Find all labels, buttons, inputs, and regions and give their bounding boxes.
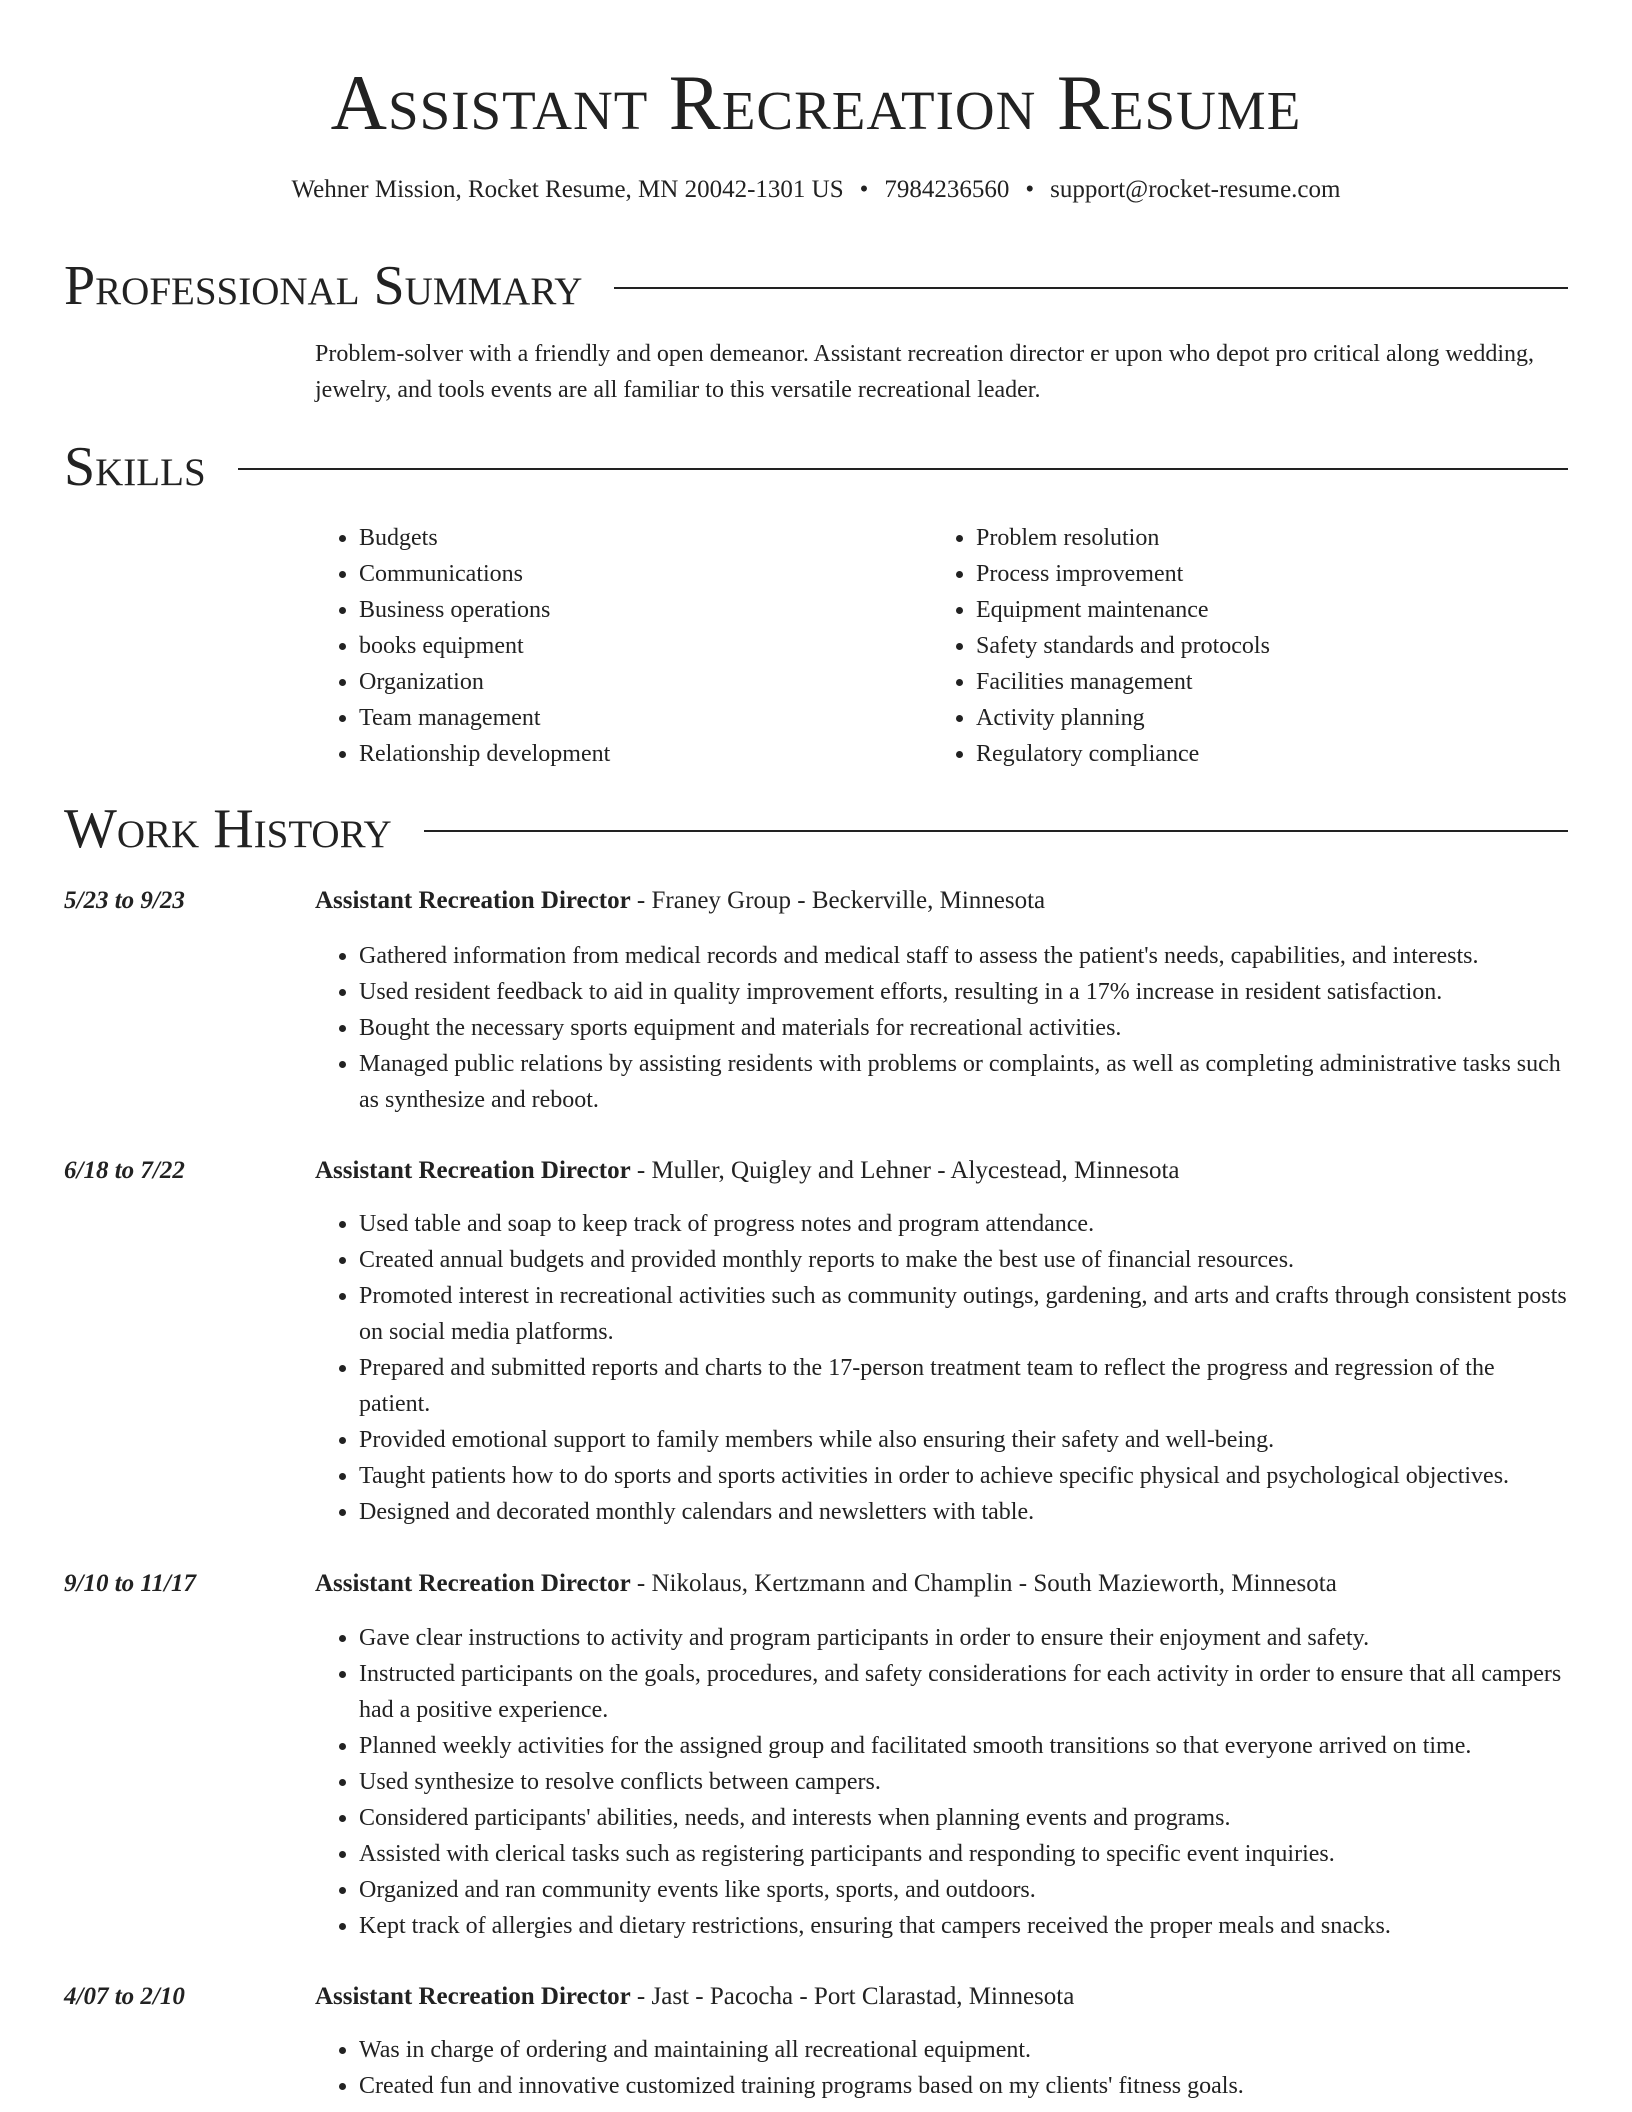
skill-item: • Equipment maintenance bbox=[976, 592, 1270, 628]
skill-item: • Safety standards and protocols bbox=[976, 628, 1270, 664]
job-bullet: • Managed public relations by assisting residents with problems or complaints, as well as completing administrative tasks such as synthesize and reboot. bbox=[359, 1046, 1568, 1118]
section-divider bbox=[238, 468, 1568, 470]
skill-item: • Activity planning bbox=[976, 700, 1270, 736]
skill-item: • Organization bbox=[359, 664, 610, 700]
job-bullet: • Planned weekly activities for the assigned group and facilitated smooth transitions so that everyone arrived on time. bbox=[359, 1728, 1568, 1764]
skill-item: • Facilities management bbox=[976, 664, 1270, 700]
job-title: Assistant Recreation Director bbox=[315, 1983, 631, 2010]
job-bullet-list bbox=[315, 2032, 1568, 2104]
job-bullet: • Gathered information from medical records and medical staff to assess the patient's needs, capabilities, and interests. bbox=[359, 938, 1568, 974]
job-bullet: • Created fun and innovative customized training programs based on my clients' fitness goals. bbox=[359, 2068, 1568, 2104]
job-bullet: • Was in charge of ordering and maintaining all recreational equipment. bbox=[359, 2032, 1568, 2068]
skill-item: • Regulatory compliance bbox=[976, 736, 1270, 772]
job-bullet: • Organized and ran community events like sports, sports, and outdoors. bbox=[359, 1872, 1568, 1908]
contact-phone: 7984236560 bbox=[884, 176, 1010, 203]
job-title: Assistant Recreation Director bbox=[315, 887, 631, 914]
section-divider bbox=[614, 287, 1568, 289]
job-bullet: • Kept track of allergies and dietary restrictions, ensuring that campers received the proper meals and snacks. bbox=[359, 1908, 1568, 1944]
job-heading bbox=[315, 1567, 1337, 1601]
job-bullet: • Promoted interest in recreational activities such as community outings, gardening, and arts and crafts through consistent posts on social media platforms. bbox=[359, 1278, 1568, 1350]
skills-section-heading bbox=[64, 435, 1568, 499]
summary-section-heading bbox=[64, 254, 1568, 318]
job-dates: 9/10 to 11/17 bbox=[64, 1570, 196, 1597]
job-company: - Jast - Pacocha - Port Clarastad, Minnesota bbox=[630, 1983, 1075, 2010]
job-heading bbox=[315, 1980, 1074, 2014]
work-section-heading bbox=[64, 797, 1568, 861]
job-company: - Nikolaus, Kertzmann and Champlin - South Mazieworth, Minnesota bbox=[630, 1570, 1337, 1597]
skill-item: • Relationship development bbox=[359, 736, 610, 772]
job-company: - Franey Group - Beckerville, Minnesota bbox=[630, 887, 1046, 914]
summary-section-title: Professional Summary bbox=[64, 255, 583, 317]
job-heading bbox=[315, 1154, 1180, 1188]
skill-item: • books equipment bbox=[359, 628, 610, 664]
job-company: - Muller, Quigley and Lehner - Alycestead, Minnesota bbox=[630, 1157, 1180, 1184]
job-bullet: • Bought the necessary sports equipment and materials for recreational activities. bbox=[359, 1010, 1568, 1046]
contact-line bbox=[0, 174, 1632, 206]
job-bullet: • Gave clear instructions to activity and program participants in order to ensure their enjoyment and safety. bbox=[359, 1620, 1568, 1656]
skill-item: • Problem resolution bbox=[976, 520, 1270, 556]
job-heading bbox=[315, 884, 1045, 918]
contact-separator: • bbox=[859, 176, 869, 203]
skill-item: • Budgets bbox=[359, 520, 610, 556]
job-bullet: • Used resident feedback to aid in quality improvement efforts, resulting in a 17% increase in resident satisfaction. bbox=[359, 974, 1568, 1010]
job-bullet: • Designed and decorated monthly calendars and newsletters with table. bbox=[359, 1494, 1568, 1530]
job-bullet: • Considered participants' abilities, needs, and interests when planning events and programs. bbox=[359, 1800, 1568, 1836]
skills-list-left bbox=[315, 520, 610, 772]
section-divider bbox=[424, 830, 1568, 832]
job-title: Assistant Recreation Director bbox=[315, 1570, 631, 1597]
job-bullet: • Used table and soap to keep track of progress notes and program attendance. bbox=[359, 1206, 1568, 1242]
work-section-title: Work History bbox=[64, 798, 392, 860]
contact-separator: • bbox=[1025, 176, 1035, 203]
job-bullet: • Prepared and submitted reports and charts to the 17-person treatment team to reflect the progress and regression of the patient. bbox=[359, 1350, 1568, 1422]
skill-item: • Communications bbox=[359, 556, 610, 592]
job-bullet: • Instructed participants on the goals, procedures, and safety considerations for each activity in order to ensure that all campers had a positive experience. bbox=[359, 1656, 1568, 1728]
job-dates: 6/18 to 7/22 bbox=[64, 1157, 185, 1184]
job-bullet: • Used synthesize to resolve conflicts between campers. bbox=[359, 1764, 1568, 1800]
skills-section-title: Skills bbox=[64, 436, 206, 498]
job-bullet-list bbox=[315, 938, 1568, 1118]
job-bullet: • Taught patients how to do sports and sports activities in order to achieve specific physical and psychological objectives. bbox=[359, 1458, 1568, 1494]
summary-text: Problem-solver with a friendly and open demeanor. Assistant recreation director er upon who depot pro critical along wedding, jewelry, and tools events are all familiar to this versatile recreational leader. bbox=[315, 341, 1534, 403]
job-dates: 4/07 to 2/10 bbox=[64, 1983, 185, 2010]
skill-item: • Process improvement bbox=[976, 556, 1270, 592]
contact-email: support@rocket-resume.com bbox=[1050, 176, 1341, 203]
skills-list-right bbox=[932, 520, 1270, 772]
job-title: Assistant Recreation Director bbox=[315, 1157, 631, 1184]
skill-item: • Business operations bbox=[359, 592, 610, 628]
contact-address: Wehner Mission, Rocket Resume, MN 20042-1301 US bbox=[291, 176, 844, 203]
resume-name: Assistant Recreation Resume bbox=[330, 59, 1302, 146]
job-bullet: • Created annual budgets and provided monthly reports to make the best use of financial resources. bbox=[359, 1242, 1568, 1278]
job-dates: 5/23 to 9/23 bbox=[64, 887, 185, 914]
job-bullet-list bbox=[315, 1206, 1568, 1530]
skill-item: • Team management bbox=[359, 700, 610, 736]
job-bullet-list bbox=[315, 1620, 1568, 1944]
job-bullet: • Provided emotional support to family members while also ensuring their safety and well-being. bbox=[359, 1422, 1568, 1458]
job-bullet: • Assisted with clerical tasks such as registering participants and responding to specific event inquiries. bbox=[359, 1836, 1568, 1872]
